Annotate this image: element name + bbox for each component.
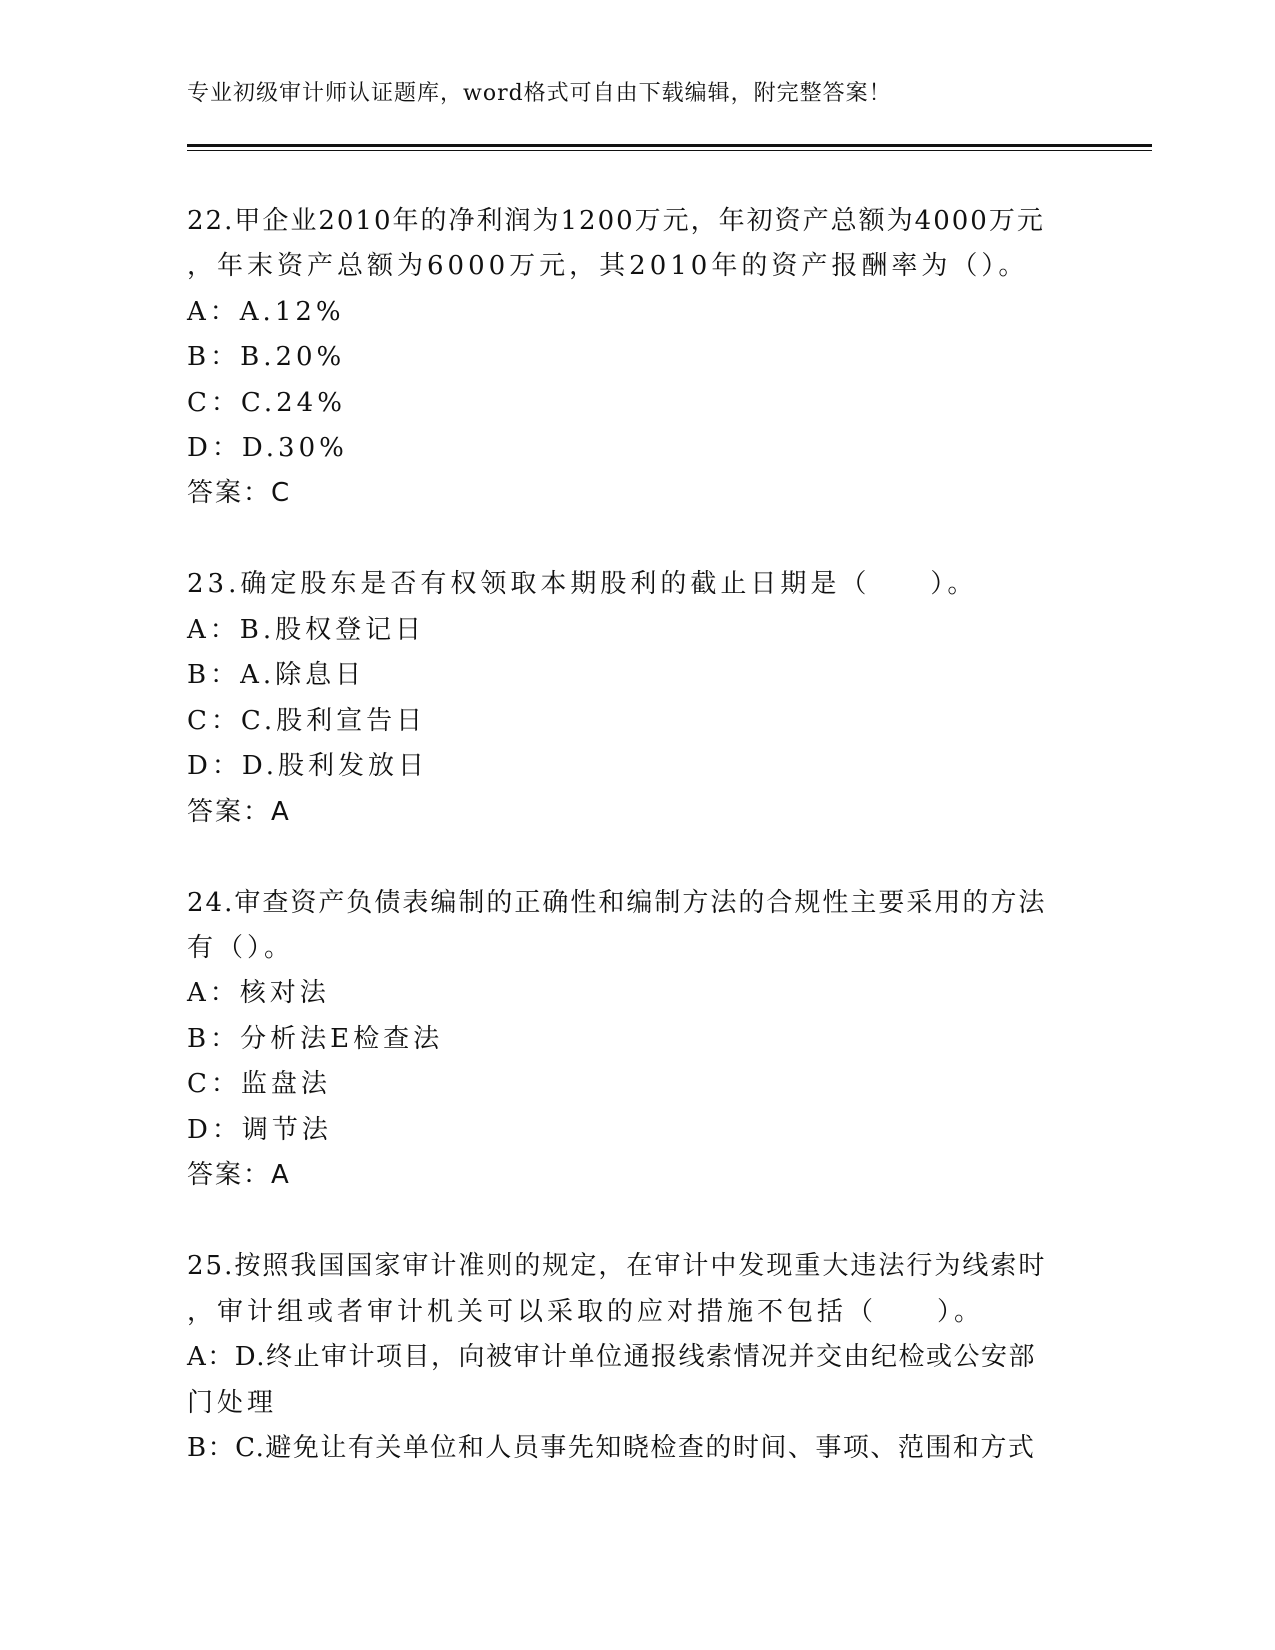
option-b: B：B.20%: [187, 342, 346, 372]
option-d: D：调节法: [187, 1115, 332, 1145]
answer: 答案：C: [187, 478, 292, 508]
question-stem-line: 24.审查资产负债表编制的正确性和编制方法的合规性主要采用的方法: [187, 888, 1047, 918]
option-a: A：B.股权登记日: [187, 615, 426, 645]
page-header: 专业初级审计师认证题库，word格式可自由下载编辑，附完整答案！: [187, 81, 892, 106]
header-rule-thin: [187, 150, 1152, 151]
option-c: C：监盘法: [187, 1069, 331, 1099]
option-a: A：核对法: [187, 978, 330, 1008]
option-b: B：A.除息日: [187, 660, 366, 690]
question-stem-line: 22.甲企业2010年的净利润为1200万元，年初资产总额为4000万元: [187, 206, 1045, 236]
option-c: C：C.24%: [187, 388, 346, 418]
answer: 答案：A: [187, 1160, 291, 1190]
option-a: A：A.12%: [187, 297, 345, 327]
question-stem-line: 25.按照我国国家审计准则的规定，在审计中发现重大违法行为线索时: [187, 1251, 1047, 1281]
option-a-continued: 门处理: [187, 1388, 278, 1418]
question-stem-line: 有（）。: [187, 933, 295, 963]
option-c: C：C.股利宣告日: [187, 706, 427, 736]
header-rule-thick: [187, 144, 1152, 147]
option-b: B：分析法E检查法: [187, 1024, 444, 1054]
option-b: B：C.避免让有关单位和人员事先知晓检查的时间、事项、范围和方式: [187, 1433, 1036, 1463]
option-d: D：D.股利发放日: [187, 751, 429, 781]
option-a: A：D.终止审计项目，向被审计单位通报线索情况并交由纪检或公安部: [187, 1342, 1036, 1372]
answer: 答案：A: [187, 797, 291, 827]
question-stem-line: 23.确定股东是否有权领取本期股利的截止日期是（ ）。: [187, 569, 978, 599]
question-stem-line: ，审计组或者审计机关可以采取的应对措施不包括（ ）。: [187, 1297, 985, 1327]
question-stem-line: ，年末资产总额为6000万元，其2010年的资产报酬率为（）。: [187, 251, 1029, 281]
option-d: D：D.30%: [187, 433, 348, 463]
